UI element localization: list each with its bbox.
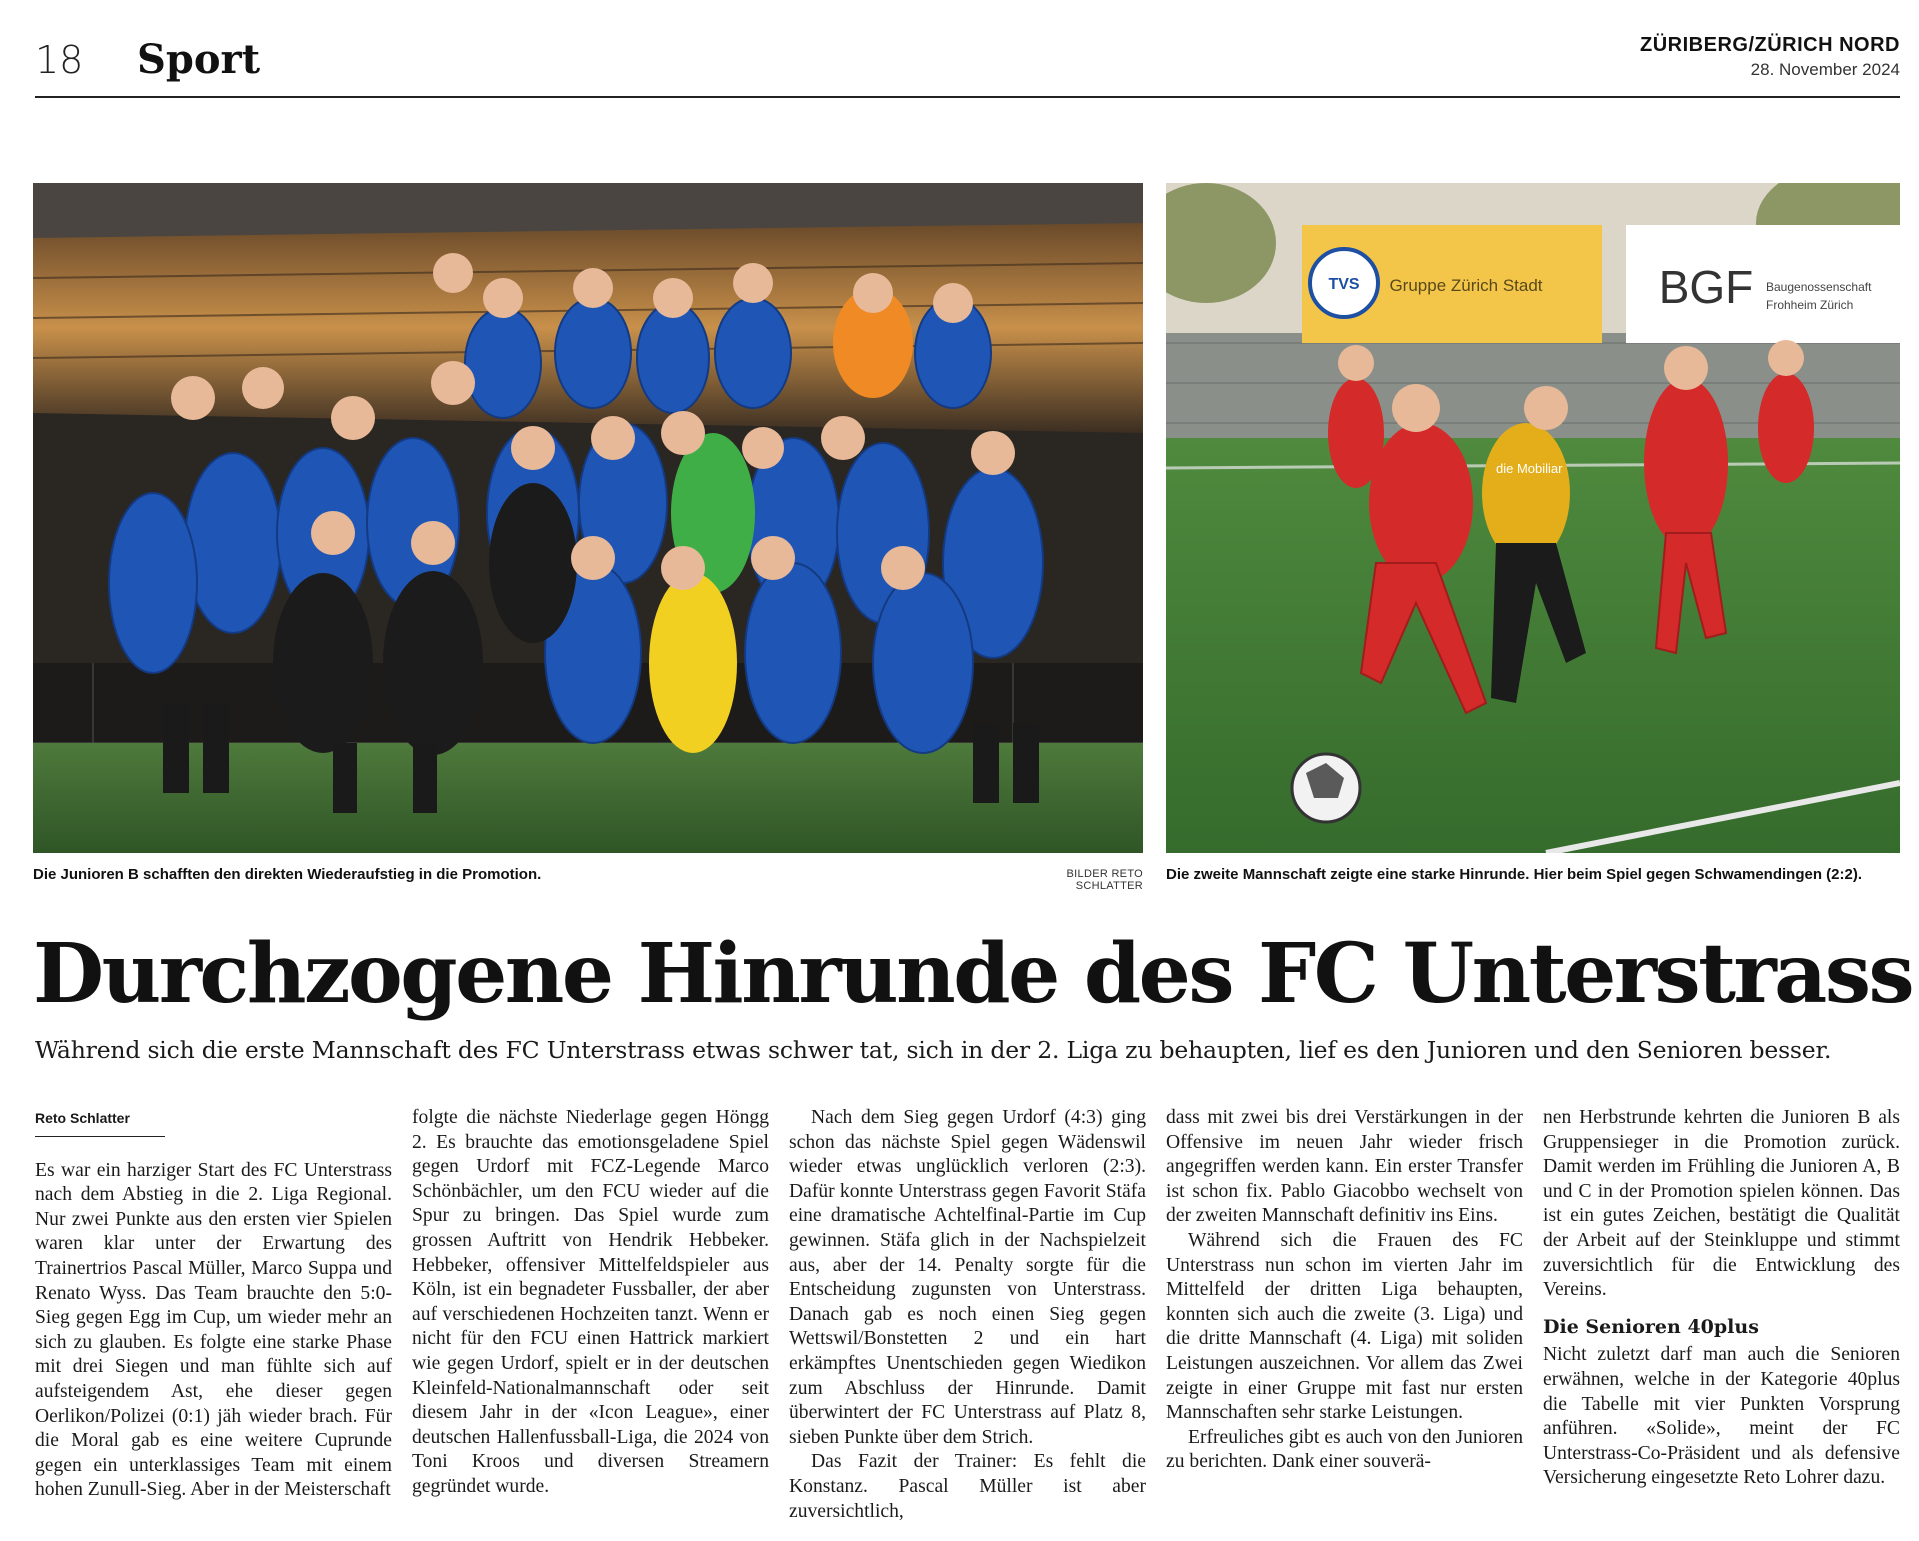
paragraph: Nicht zuletzt darf man auch die Senioren erwähnen, welche in der Kategorie 40plus die Tabelle mit vier Punkten Vorsprung anführen. «Solide», meint der FC Unterstrass-Co-Präsident und als defensive Versicherung eingesetzte Reto Lohrer dazu. — [1543, 1344, 1900, 1489]
team-celebration-photo — [33, 183, 1143, 853]
photo-caption-second-team: Die zweite Mannschaft zeigte eine starke Hinrunde. Hier beim Spiel gegen Schwamendingen (2:2). — [1166, 866, 1862, 883]
paragraph: Nach dem Sieg gegen Urdorf (4:3) ging schon das nächste Spiel gegen Wädenswil wieder etwas unglücklich verloren (2:3). Dafür konnte Unterstrass gegen Favorit Stäfa eine dramatische Achtelfinal-Partie im Cup gewinnen. Stäfa glich in der Nachspielzeit aus, aber der 14. Penalty sorgte für die Entscheidung zugunsten von Unterstrass. Danach gab es noch einen Sieg gegen Wettswil/Bonstetten 2 und ein hart erkämpftes Unentschieden gegen Wiedikon zum Abschluss der Hinrunde. Damit überwintert der FC Unterstrass auf Platz 8, sieben Punkte über dem Strich. — [789, 1107, 1146, 1448]
photo-credit: BILDER RETO SCHLATTER — [1066, 868, 1143, 892]
article-column-1 — [35, 1106, 392, 1503]
article-column-4 — [1166, 1106, 1523, 1475]
page-header — [35, 34, 1900, 98]
section-title: Sport — [137, 36, 261, 83]
jersey-sponsor: die Mobiliar — [1496, 461, 1563, 476]
banner-right-line2: Frohheim Zürich — [1766, 298, 1854, 312]
byline: Reto Schlatter — [35, 1106, 165, 1137]
team-photo-illustration — [33, 183, 1143, 853]
banner-left-logo: TVS — [1328, 276, 1360, 293]
article-headline: Durchzogene Hinrunde des FC Unterstrass — [33, 926, 1913, 1022]
paragraph: Es war ein harziger Start des FC Unterstrass nach dem Abstieg in die 2. Liga Regional. Nur zwei Punkte aus den ersten vier Spielen waren klar unter der Erwartung des Trainertrios Pascal Müller, Marco Suppa und Renato Wyss. Das Team brauchte den 5:0-Sieg gegen Egg im Cup, um wieder mehr an sich zu glauben. Es folgte eine starke Phase mit drei Siegen und man fühlte sich auf aufsteigendem Ast, ehe dieser gegen Oerlikon/Polizei (0:1) jäh wieder brach. Für die Moral gab es eine weitere Cuprunde gegen ein unterklassiges Team mit einem hohen Zunull-Sieg. Aber in der Meisterschaft — [35, 1159, 392, 1501]
edition-name: ZÜRIBERG/ZÜRICH NORD — [1640, 34, 1900, 56]
photo-caption-juniors: Die Junioren B schafften den direkten Wiederaufstieg in die Promotion. — [33, 866, 542, 883]
article-lead: Während sich die erste Mannschaft des FC Unterstrass etwas schwer tat, sich in der 2. Liga zu behaupten, lief es den Junioren und den Senioren besser. — [35, 1036, 1832, 1064]
paragraph: folgte die nächste Niederlage gegen Höngg 2. Es brauchte das emotionsgeladene Spiel gegen Urdorf mit FCZ-Legende Marco Schönbächler, um den FCU wieder auf die Spur zu bringen. Das Spiel wurde zum grossen Auftritt von Hendrik Hebbeker. Hebbeker, offensiver Mittelfeldspieler aus Köln, ist ein begnadeter Fussballer, der aber auf verschiedenen Hochzeiten tanzt. Wenn er nicht für den FCU einen Hattrick markiert wie gegen Urdorf, spielt er in der deutschen Kleinfeld-Nationalmannschaft oder seit diesem Jahr in der «Icon League», einer deutschen Hallenfussball-Liga, die 2024 von Toni Kroos und diversen Streamern gegründet wurde. — [412, 1107, 769, 1497]
paragraph: Das Fazit der Trainer: Es fehlt die Konstanz. Pascal Müller ist aber zuversichtlich, — [789, 1451, 1146, 1522]
article-column-5 — [1543, 1106, 1900, 1491]
article-column-2 — [412, 1106, 769, 1500]
banner-left-text: Gruppe Zürich Stadt — [1389, 276, 1543, 295]
paragraph: dass mit zwei bis drei Verstärkungen in der Offensive im neuen Jahr wieder frisch angegriffen werden kann. Ein erster Transfer ist schon fix. Pablo Giacobbo wechselt von der zweiten Mannschaft definitiv ins Eins. — [1166, 1107, 1523, 1227]
edition-block — [1640, 34, 1900, 80]
subheading-seniors: Die Senioren 40plus — [1543, 1315, 1759, 1338]
paragraph: Erfreuliches gibt es auch von den Junioren zu berichten. Dank einer souverä- — [1166, 1426, 1523, 1473]
page-number: 18 — [35, 38, 84, 82]
match-photo-illustration — [1166, 183, 1900, 853]
match-action-photo — [1166, 183, 1900, 853]
banner-right-logo: BGF — [1658, 261, 1754, 313]
article-column-3 — [789, 1106, 1146, 1524]
paragraph: nen Herbstrunde kehrten die Junioren B als Gruppensieger in die Promotion zurück. Damit werden im Frühling die Junioren A, B und C in der Promotion spielen können. Das ist ein gutes Zeichen, bestätigt die Qualität der Arbeit auf der Steinkluppe und stimmt zuversichtlich für die Entwicklung des Vereins. — [1543, 1107, 1900, 1301]
banner-right-line1: Baugenossenschaft — [1766, 280, 1872, 294]
edition-date: 28. November 2024 — [1750, 60, 1900, 79]
paragraph: Während sich die Frauen des FC Unterstrass nun schon im vierten Jahr im Mittelfeld der dritten Liga behaupten, konnten sich auch die zweite (3. Liga) und die dritte Mannschaft (4. Liga) mit soliden Leistungen auszeichnen. Vor allem das Zwei zeigte in einer Gruppe mit fast nur ersten Mannschaften sehr starke Leistungen. — [1166, 1229, 1523, 1424]
